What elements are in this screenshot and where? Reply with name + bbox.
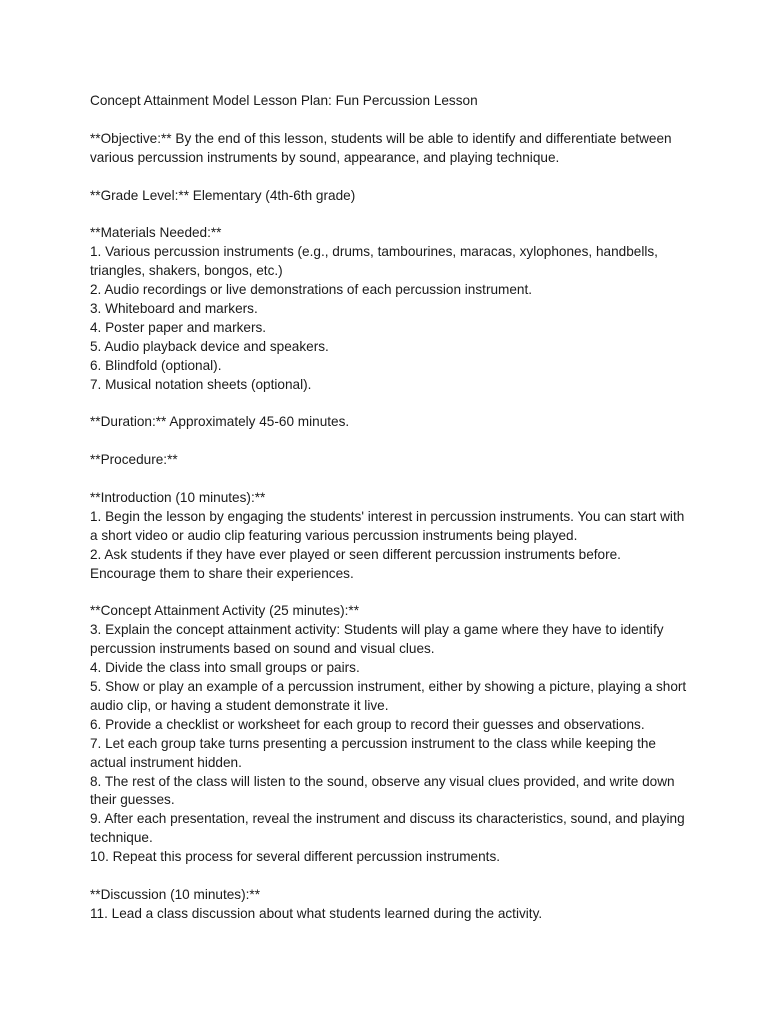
materials-item: 2. Audio recordings or live demonstrations of each percussion instrument. xyxy=(90,282,533,298)
materials-item: 4. Poster paper and markers. xyxy=(90,319,267,335)
grade-level-line: **Grade Level:** Elementary (4th-6th grade) xyxy=(90,187,356,203)
spacer xyxy=(90,111,690,130)
materials-heading: **Materials Needed:** xyxy=(90,225,222,241)
activity-step: 3. Explain the concept attainment activity: Students will play a game where they have to identify percussion instruments based on sound and visual clues. xyxy=(90,622,668,657)
activity-step: 7. Let each group take turns presenting a percussion instrument to the class while keeping the actual instrument hidden. xyxy=(90,735,660,770)
discussion-heading: **Discussion (10 minutes):** xyxy=(90,886,260,902)
activity-step: 5. Show or play an example of a percussion instrument, either by showing a picture, playing a short audio clip, or having a student demonstrate it live. xyxy=(90,678,690,713)
activity-step: 6. Provide a checklist or worksheet for each group to record their guesses and observations. xyxy=(90,716,645,732)
activity-step: 10. Repeat this process for several different percussion instruments. xyxy=(90,849,501,865)
document-title: Concept Attainment Model Lesson Plan: Fun Percussion Lesson xyxy=(90,93,478,108)
spacer xyxy=(90,432,690,451)
procedure-heading: **Procedure:** xyxy=(90,452,178,468)
introduction-step: 1. Begin the lesson by engaging the students' interest in percussion instruments. You can start with a short video or audio clip featuring various percussion instruments being played. xyxy=(90,508,689,543)
materials-item: 7. Musical notation sheets (optional). xyxy=(90,376,312,392)
spacer xyxy=(90,168,690,187)
introduction-heading: **Introduction (10 minutes):** xyxy=(90,489,266,505)
objective-paragraph: **Objective:** By the end of this lesson, students will be able to identify and differentiate between various percussion instruments by sound, appearance, and playing technique. xyxy=(90,130,676,165)
spacer xyxy=(90,867,690,886)
activity-step: 8. The rest of the class will listen to the sound, observe any visual clues provided, and write down their guesses. xyxy=(90,773,679,808)
spacer xyxy=(90,470,690,489)
document-page xyxy=(90,92,690,924)
spacer xyxy=(90,205,690,224)
activity-step: 9. After each presentation, reveal the instrument and discuss its characteristics, sound, and playing technique. xyxy=(90,811,689,846)
materials-item: 5. Audio playback device and speakers. xyxy=(90,338,329,354)
activity-step: 4. Divide the class into small groups or pairs. xyxy=(90,660,360,676)
activity-heading: **Concept Attainment Activity (25 minutes):** xyxy=(90,603,359,619)
materials-item: 6. Blindfold (optional). xyxy=(90,357,222,373)
spacer xyxy=(90,394,690,413)
spacer xyxy=(90,583,690,602)
duration-line: **Duration:** Approximately 45-60 minutes. xyxy=(90,414,350,430)
materials-item: 1. Various percussion instruments (e.g., drums, tambourines, maracas, xylophones, handbells, triangles, shakers, bongos, etc.) xyxy=(90,244,662,279)
materials-item: 3. Whiteboard and markers. xyxy=(90,300,258,316)
introduction-step: 2. Ask students if they have ever played or seen different percussion instruments before. Encourage them to share their experiences. xyxy=(90,546,625,581)
discussion-step: 11. Lead a class discussion about what students learned during the activity. xyxy=(90,905,543,921)
